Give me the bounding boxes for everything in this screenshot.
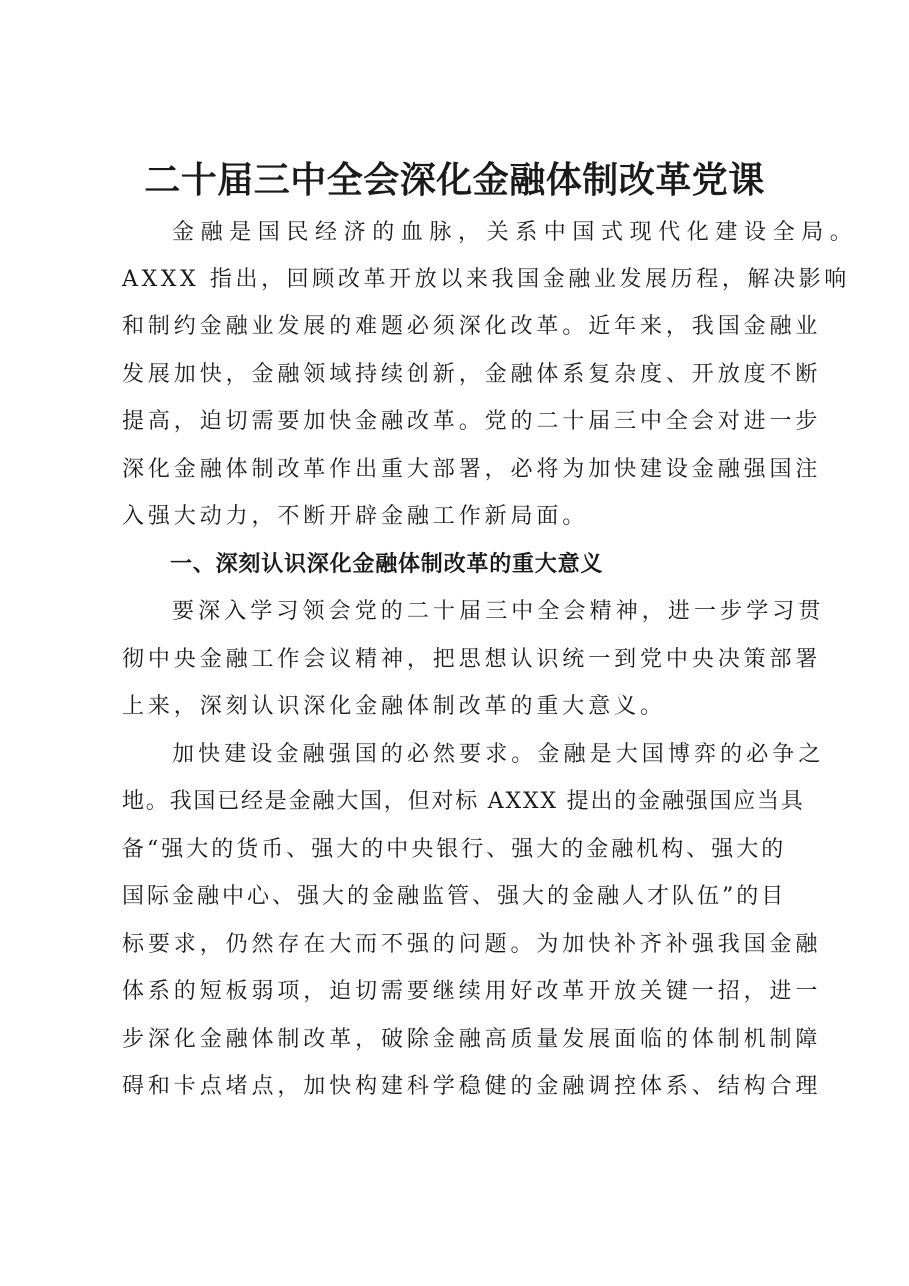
document-title: 二十届三中全会深化金融体制改革党课: [144, 159, 765, 201]
paragraph-2-line-1: 要深入学习领会党的二十届三中全会精神，进一步学习贯: [172, 599, 825, 624]
paragraph-1-line-1: 金融是国民经济的血脉，关系中国式现代化建设全局。: [172, 220, 859, 245]
paragraph-3-line-7: 步深化金融体制改革，破除金融高质量发展面临的体制机制障: [122, 1027, 822, 1052]
paragraph-1-line-7: 入强大动力，不断开辟金融工作新局面。: [122, 504, 589, 529]
paragraph-1-line-5: 提高，迫切需要加快金融改革。党的二十届三中全会对进一步: [122, 409, 822, 434]
paragraph-1-line-2: AXXX 指出，回顾改革开放以来我国金融业发展历程，解决影响: [122, 267, 850, 292]
paragraph-3-line-5: 标要求，仍然存在大而不强的问题。为加快补齐补强我国金融: [122, 932, 822, 957]
paragraph-3-line-1: 加快建设金融强国的必然要求。金融是大国博弈的必争之: [172, 742, 825, 767]
paragraph-2-line-3: 上来，深刻认识深化金融体制改革的重大意义。: [122, 694, 666, 719]
paragraph-3-line-2: 地。我国已经是金融大国，但对标 AXXX 提出的金融强国应当具: [122, 789, 805, 814]
paragraph-3-line-3: 备“强大的货币、强大的中央银行、强大的金融机构、强大的: [122, 837, 787, 862]
paragraph-1-line-4: 发展加快，金融领域持续创新，金融体系复杂度、开放度不断: [122, 362, 822, 387]
paragraph-1-line-3: 和制约金融业发展的难题必须深化改革。近年来，我国金融业: [122, 314, 822, 339]
paragraph-3-line-4: 国际金融中心、强大的金融监管、强大的金融人才队伍”的目: [122, 884, 787, 909]
section-1-heading: 一、深刻认识深化金融体制改革的重大意义: [170, 552, 604, 577]
paragraph-3-line-8: 碍和卡点堵点，加快构建科学稳健的金融调控体系、结构合理: [122, 1074, 822, 1099]
paragraph-3-line-6: 体系的短板弱项，迫切需要继续用好改革开放关键一招，进一: [122, 979, 822, 1004]
paragraph-2-line-2: 彻中央金融工作会议精神，把思想认识统一到党中央决策部署: [122, 647, 822, 672]
paragraph-1-line-6: 深化金融体制改革作出重大部署，必将为加快建设金融强国注: [122, 457, 822, 482]
